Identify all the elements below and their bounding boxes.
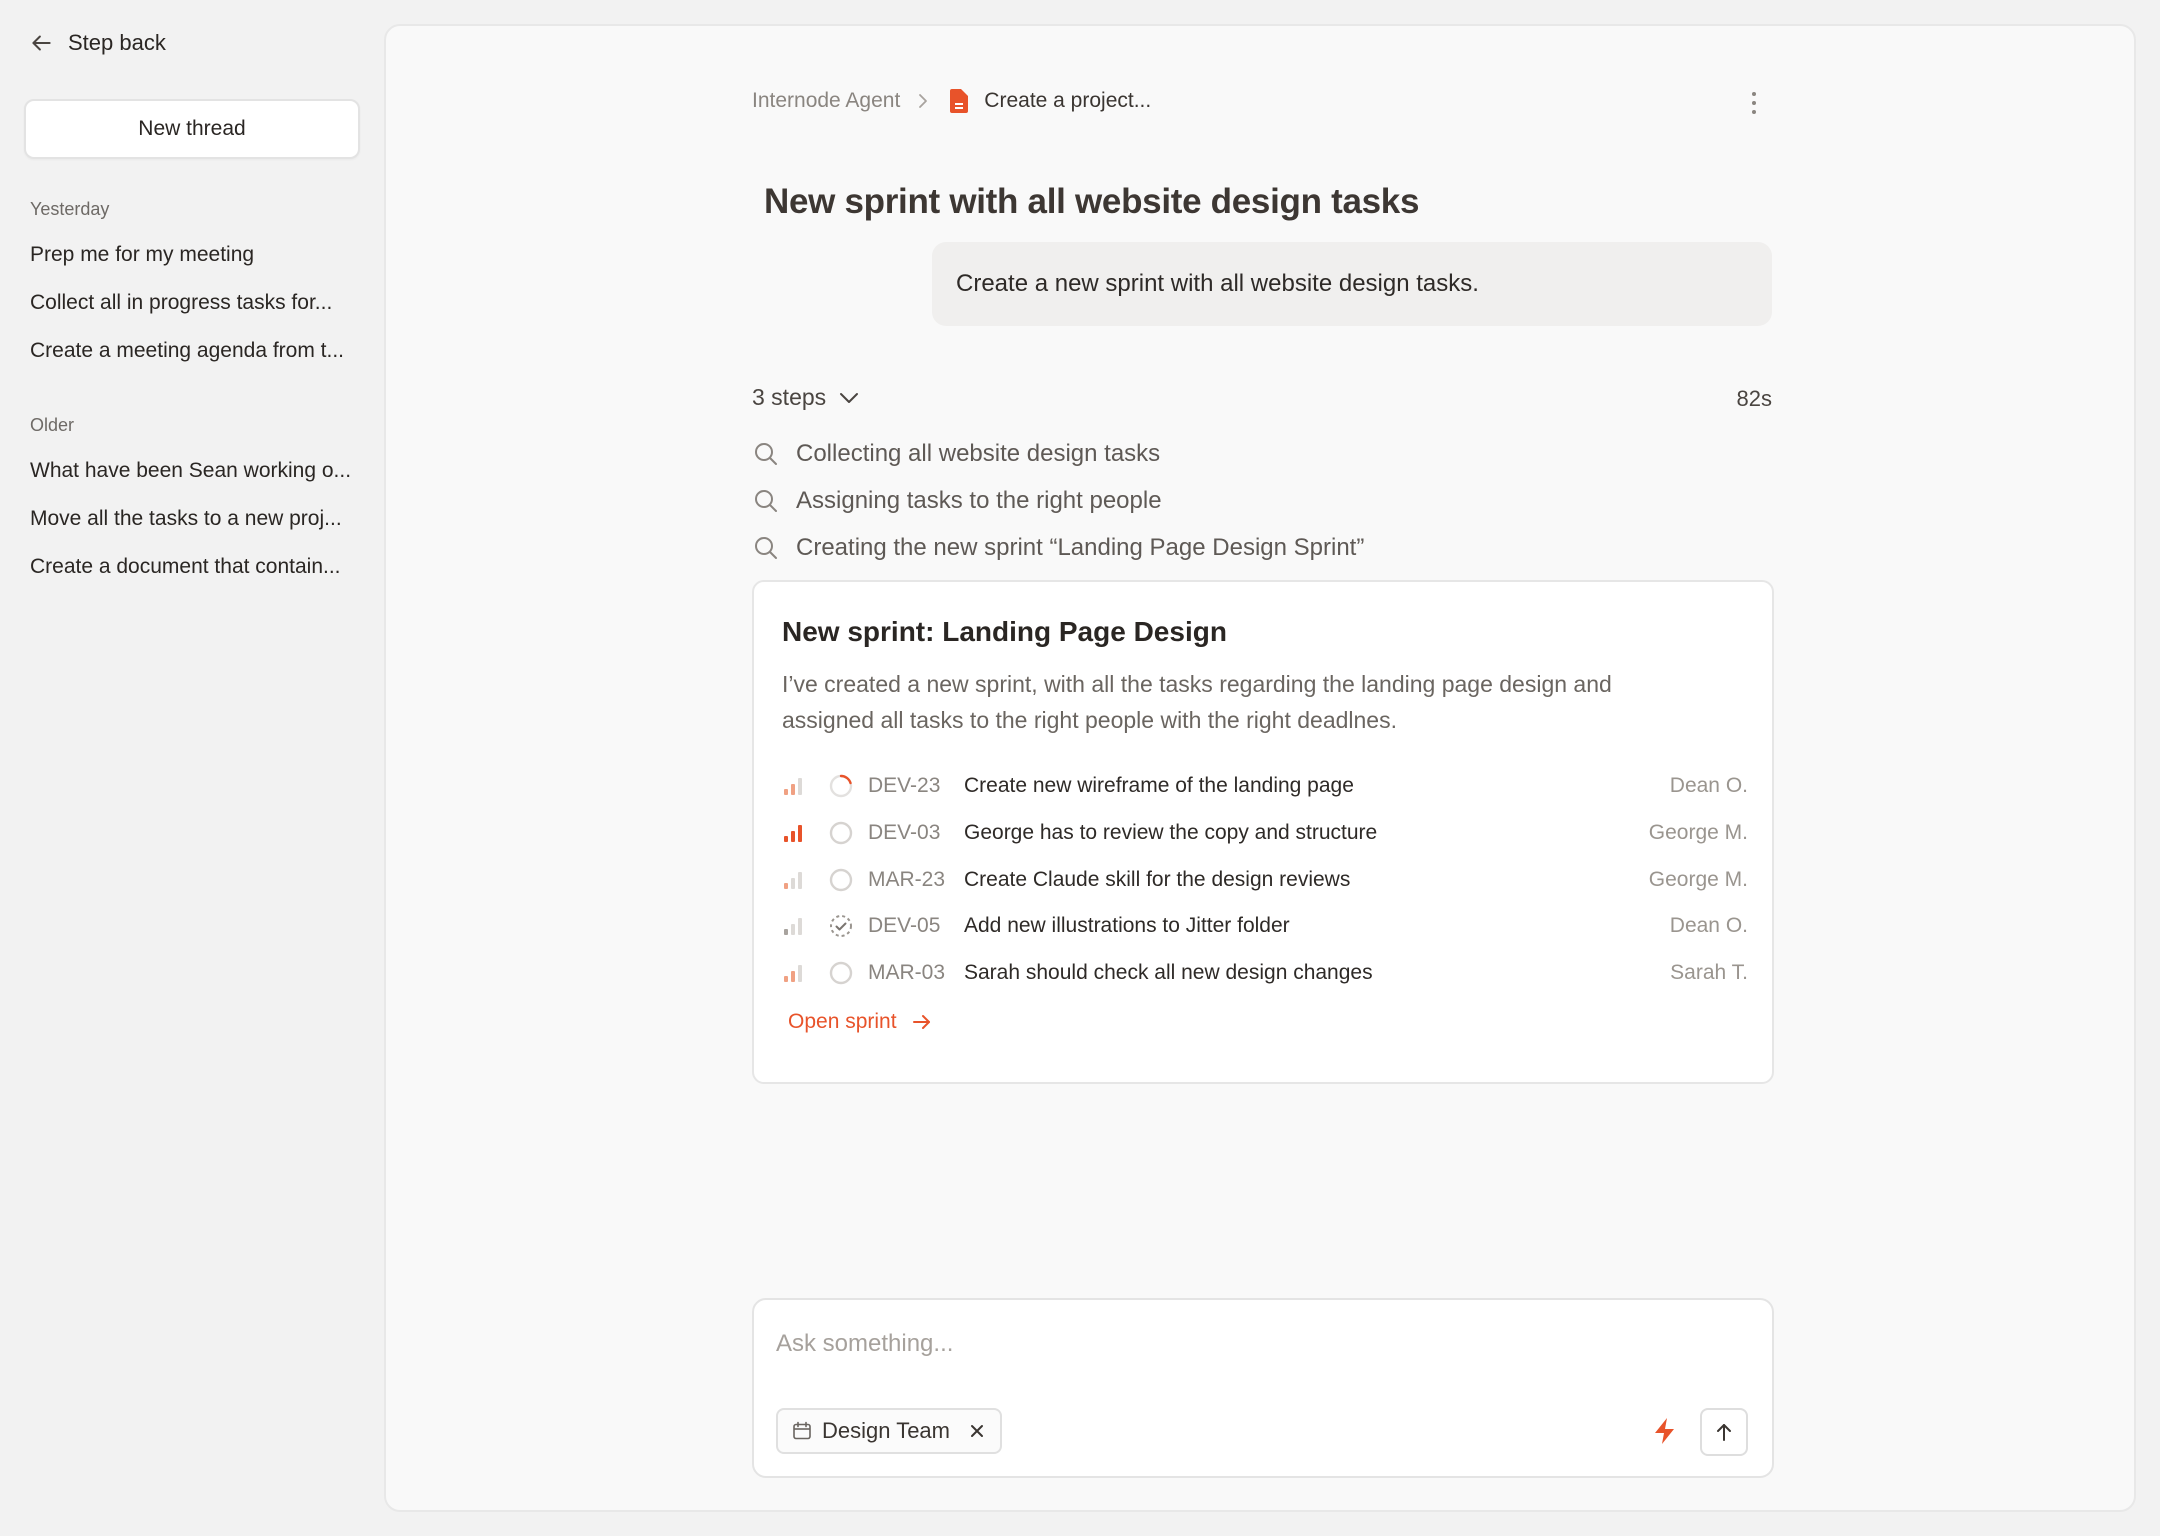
new-thread-button[interactable]: New thread	[24, 99, 360, 159]
thread-item[interactable]: Move all the tasks to a new proj...	[30, 507, 342, 530]
thread-item[interactable]: Create a meeting agenda from t...	[30, 339, 345, 362]
steps-duration: 82s	[1736, 386, 1772, 411]
task-row[interactable]	[782, 906, 1748, 946]
more-options-icon[interactable]	[1744, 88, 1764, 118]
thread-item[interactable]: What have been Sean working o...	[30, 459, 352, 482]
step-label: Collecting all website design tasks	[796, 440, 1161, 467]
breadcrumb-current: Create a project...	[984, 89, 1152, 112]
task-id: DEV-23	[868, 774, 941, 797]
task-assignee: George M.	[1648, 821, 1748, 844]
send-button[interactable]	[1700, 1408, 1748, 1456]
thread-item[interactable]: Collect all in progress tasks for...	[30, 291, 333, 314]
todo-circle-icon	[828, 867, 854, 893]
main-panel	[384, 24, 2136, 1512]
open-sprint-label: Open sprint	[788, 1010, 897, 1033]
task-row[interactable]	[782, 953, 1748, 993]
task-title: Sarah should check all new design changes	[964, 961, 1373, 984]
user-message-bubble	[932, 242, 1772, 326]
in-progress-icon	[828, 773, 854, 799]
breadcrumb	[752, 88, 1151, 114]
task-row[interactable]	[782, 813, 1748, 853]
task-assignee: George M.	[1648, 868, 1748, 891]
review-dashed-check-icon	[828, 913, 854, 939]
steps-count-label: 3 steps	[752, 384, 827, 410]
todo-circle-icon	[828, 820, 854, 846]
search-icon	[752, 534, 780, 562]
page-title: New sprint with all website design tasks	[764, 182, 1420, 221]
task-title: Add new illustrations to Jitter folder	[964, 914, 1290, 937]
task-id: DEV-03	[868, 821, 941, 844]
priority-medium-icon	[782, 962, 804, 984]
priority-low-icon	[782, 869, 804, 891]
history-group-label: Older	[30, 415, 75, 435]
arrow-up-icon	[1713, 1421, 1735, 1443]
task-id: MAR-23	[868, 868, 946, 891]
step-label: Assigning tasks to the right people	[796, 487, 1162, 514]
task-assignee: Dean O.	[1669, 914, 1748, 937]
priority-high-icon	[782, 822, 804, 844]
sprint-result-card	[752, 580, 1774, 1084]
thread-item[interactable]: Create a document that contain...	[30, 555, 341, 578]
step-label: Creating the new sprint “Landing Page Design Sprint”	[796, 534, 1365, 561]
task-row[interactable]	[782, 860, 1748, 900]
chip-label: Design Team	[822, 1418, 950, 1443]
search-icon	[752, 487, 780, 515]
task-assignee: Dean O.	[1669, 774, 1748, 797]
task-title: George has to review the copy and structure	[964, 821, 1378, 844]
priority-medium-icon	[782, 775, 804, 797]
thread-item[interactable]: Prep me for my meeting	[30, 243, 255, 266]
card-title: New sprint: Landing Page Design	[782, 616, 1227, 647]
sidebar	[0, 0, 384, 1536]
step-item	[752, 440, 1160, 468]
composer	[752, 1298, 1774, 1478]
card-description: I’ve created a new sprint, with all the tasks regarding the landing page design and assigned all tasks to the right people with the right deadlnes.	[782, 671, 1612, 733]
step-back-button[interactable]	[28, 30, 166, 56]
task-row[interactable]	[782, 766, 1748, 806]
task-id: MAR-03	[868, 961, 946, 984]
document-icon	[948, 88, 970, 114]
calendar-icon	[792, 1421, 812, 1441]
task-id: DEV-05	[868, 914, 941, 937]
step-item	[752, 534, 1364, 562]
priority-low-icon	[782, 915, 804, 937]
search-icon	[752, 440, 780, 468]
ask-input[interactable]	[776, 1324, 1736, 1364]
todo-circle-icon	[828, 960, 854, 986]
task-assignee: Sarah T.	[1670, 961, 1748, 984]
chevron-right-icon	[916, 91, 930, 111]
history-group-label: Yesterday	[30, 199, 110, 219]
task-title: Create new wireframe of the landing page	[964, 774, 1354, 797]
context-chip[interactable]	[776, 1408, 1002, 1454]
open-sprint-link[interactable]	[788, 1010, 933, 1034]
arrow-right-icon	[911, 1011, 933, 1033]
close-icon[interactable]	[968, 1422, 986, 1440]
step-item	[752, 487, 1162, 515]
breadcrumb-root-link[interactable]: Internode Agent	[752, 89, 901, 112]
step-back-label: Step back	[68, 30, 166, 55]
lightning-icon[interactable]	[1650, 1416, 1680, 1446]
task-title: Create Claude skill for the design reviews	[964, 868, 1351, 891]
chevron-down-icon	[838, 391, 860, 405]
steps-toggle[interactable]	[752, 384, 860, 411]
arrow-left-icon	[28, 30, 54, 56]
user-message-text: Create a new sprint with all website design tasks.	[956, 270, 1479, 297]
